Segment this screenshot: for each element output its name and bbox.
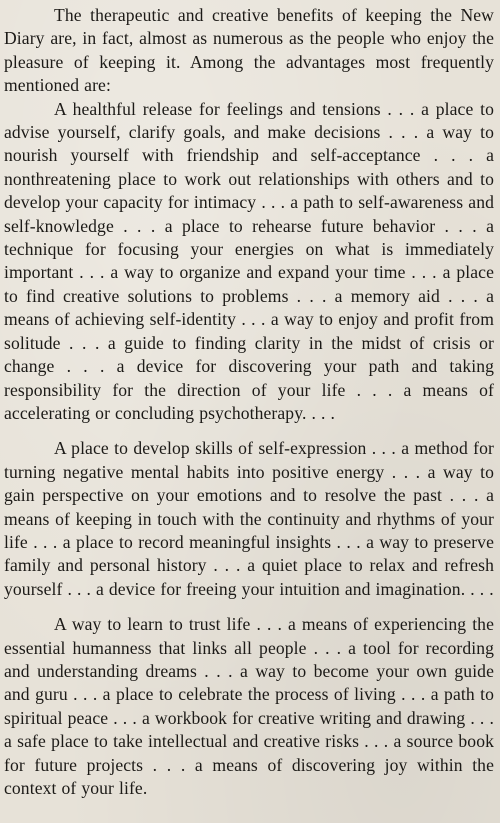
benefits-paragraph-3: A way to learn to trust life . . . a means of experiencing the essential humanness that links all people . . . a tool for recording and understanding dreams . . . a way to become your own guide and guru . . . a place to celebrate the process of living . . . a path to spiritual peace . . . a workbook for creative writing and drawing . . . a safe place to take intellectual and creative risks . . . a source book for future projects . . . a means of discovering joy within the context of your life. — [4, 614, 494, 798]
intro-paragraph: The therapeutic and creative benefits of keeping the New Diary are, in fact, almost as numerous as the people who enjoy the pleasure of keeping it. Among the advantages most frequently mentioned are: — [4, 5, 494, 96]
benefits-paragraph-2: A place to develop skills of self-expression . . . a method for turning negative mental habits into positive energy . . . a way to gain perspective on your emotions and to resolve the past . . . a means of keeping in touch with the continuity and rhythms of your life . . . a place to record meaningful insights . . . a way to preserve family and personal history . . . a quiet place to relax and refresh yourself . . . a device for freeing your intuition and imagination. . . . — [4, 438, 494, 599]
benefits-paragraph-1: A healthful release for feelings and tensions . . . a place to advise yourself, clarify goals, and make decisions . . . a way to nourish yourself with friendship and self-acceptance . . . a nonthreatening place to work out relationships with others and to develop your capacity for intimacy . . . a path to self-awareness and self-knowledge . . . a place to rehearse future behavior . . . a technique for focusing your energies on what is immediately important . . . a way to organize and expand your time . . . a place to find creative solutions to problems . . . a memory aid . . . a means of achieving self-identity . . . a way to enjoy and profit from solitude . . . a guide to finding clarity in the midst of crisis or change . . . a device for discovering your path and taking responsibility for the direction of your life . . . a means of accelerating or concluding psychotherapy. . . . — [4, 98, 494, 423]
